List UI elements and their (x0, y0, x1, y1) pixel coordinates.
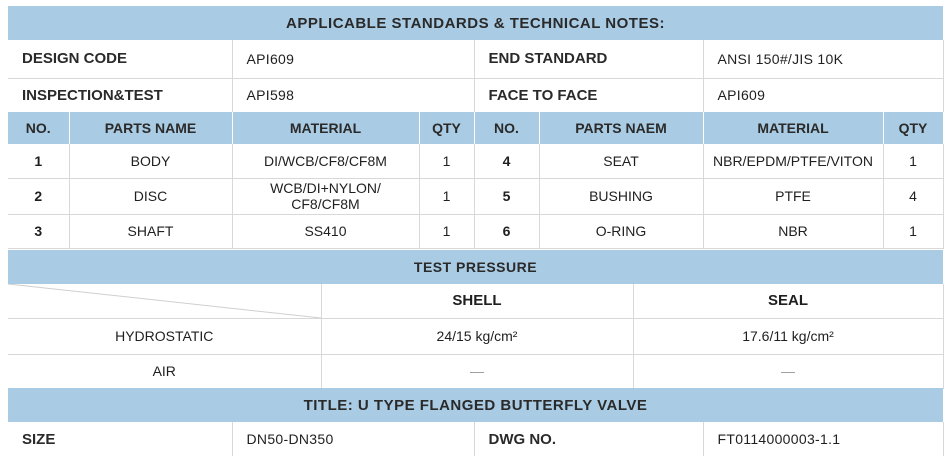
part-material: SS410 (232, 214, 419, 248)
test-pressure-title: TEST PRESSURE (8, 250, 943, 284)
header-qty: QTY (419, 112, 474, 144)
part-material: PTFE (703, 178, 883, 214)
part-no: 5 (474, 178, 539, 214)
face-to-face-label: FACE TO FACE (474, 78, 703, 112)
pressure-header-row (8, 284, 943, 318)
table-row (8, 214, 943, 248)
part-material: WCB/DI+NYLON/ CF8/CF8M (232, 178, 419, 214)
test-name: HYDROSTATIC (8, 318, 321, 354)
pressure-row-air (8, 354, 943, 388)
part-material: DI/WCB/CF8/CF8M (232, 144, 419, 178)
dwg-label: DWG NO. (474, 422, 703, 456)
end-standard-value: ANSI 150#/JIS 10K (703, 40, 943, 78)
shell-value: 24/15 kg/cm² (321, 318, 633, 354)
test-pressure-table (8, 284, 944, 389)
part-no: 2 (8, 178, 69, 214)
shell-label: SHELL (321, 284, 633, 318)
part-qty: 1 (883, 144, 943, 178)
valve-title: TITLE: U TYPE FLANGED BUTTERFLY VALVE (8, 388, 943, 422)
seal-label: SEAL (633, 284, 943, 318)
shell-value: — (321, 354, 633, 388)
part-material: NBR (703, 214, 883, 248)
face-to-face-value: API609 (703, 78, 943, 112)
part-qty: 1 (883, 214, 943, 248)
part-no: 6 (474, 214, 539, 248)
header-parts-name-2: PARTS NAEM (539, 112, 703, 144)
seal-value: — (633, 354, 943, 388)
part-qty: 1 (419, 144, 474, 178)
footer-table (8, 422, 944, 456)
part-material: NBR/EPDM/PTFE/VITON (703, 144, 883, 178)
part-name: SEAT (539, 144, 703, 178)
part-name: BODY (69, 144, 232, 178)
part-name: BUSHING (539, 178, 703, 214)
standards-table (8, 40, 944, 113)
standards-row (8, 40, 943, 78)
end-standard-label: END STANDARD (474, 40, 703, 78)
design-code-value: API609 (232, 40, 474, 78)
diagonal-corner-cell (8, 284, 321, 318)
part-qty: 1 (419, 214, 474, 248)
size-value: DN50-DN350 (232, 422, 474, 456)
part-name: SHAFT (69, 214, 232, 248)
part-name: DISC (69, 178, 232, 214)
header-material-2: MATERIAL (703, 112, 883, 144)
header-no: NO. (8, 112, 69, 144)
inspection-label: INSPECTION&TEST (8, 78, 232, 112)
part-qty: 4 (883, 178, 943, 214)
test-name: AIR (8, 354, 321, 388)
header-qty-2: QTY (883, 112, 943, 144)
standards-title: APPLICABLE STANDARDS & TECHNICAL NOTES: (8, 6, 943, 40)
dwg-value: FT0114000003-1.1 (703, 422, 943, 456)
part-qty: 1 (419, 178, 474, 214)
design-code-label: DESIGN CODE (8, 40, 232, 78)
header-no-2: NO. (474, 112, 539, 144)
header-parts-name: PARTS NAME (69, 112, 232, 144)
part-name: O-RING (539, 214, 703, 248)
parts-header-row (8, 112, 943, 144)
pressure-row-hydrostatic (8, 318, 943, 354)
table-row (8, 144, 943, 178)
size-label: SIZE (8, 422, 232, 456)
part-no: 3 (8, 214, 69, 248)
diagonal-line (8, 284, 321, 318)
seal-value: 17.6/11 kg/cm² (633, 318, 943, 354)
inspection-value: API598 (232, 78, 474, 112)
part-no: 4 (474, 144, 539, 178)
parts-table (8, 112, 944, 249)
header-material: MATERIAL (232, 112, 419, 144)
footer-row (8, 422, 943, 456)
table-row (8, 178, 943, 214)
part-no: 1 (8, 144, 69, 178)
standards-row (8, 78, 943, 112)
